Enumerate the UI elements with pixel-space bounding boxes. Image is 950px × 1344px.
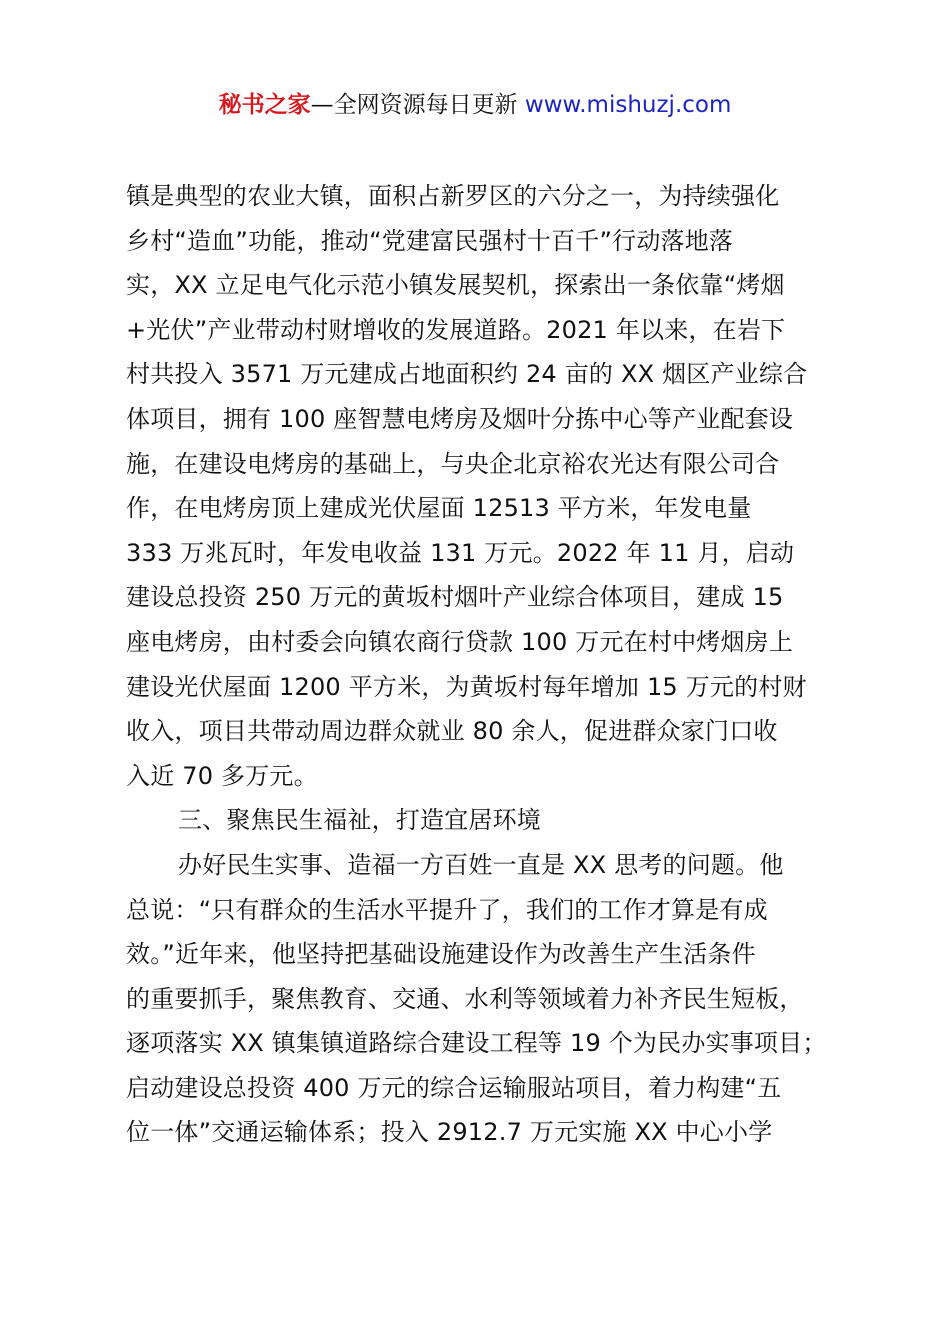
text-line: 的重要抓手，聚焦教育、交通、水利等领域着力补齐民生短板，	[126, 984, 804, 1013]
text-line: 逐项落实 XX 镇集镇道路综合建设工程等 19 个为民办实事项目；	[126, 1029, 827, 1058]
website-link[interactable]: www.mishuzj.com	[524, 92, 732, 118]
text-line: 办好民生实事、造福一方百姓一直是 XX 思考的问题。他	[178, 850, 784, 879]
document-body	[126, 174, 836, 1155]
text-line: 体项目，拥有 100 座智慧电烤房及烟叶分拣中心等产业配套设	[126, 404, 794, 433]
page-header	[0, 88, 950, 122]
text-line: 乡村“造血”功能，推动“党建富民强村十百千”行动落地落	[126, 226, 734, 255]
text-line: 位一体”交通运输体系；投入 2912.7 万元实施 XX 中心小学	[126, 1118, 773, 1147]
text-line: 启动建设总投资 400 万元的综合运输服站项目，着力构建“五	[126, 1073, 782, 1102]
text-line: 座电烤房，由村委会向镇农商行贷款 100 万元在村中烤烟房上	[126, 627, 794, 656]
text-line: 总说：“只有群众的生活水平提升了，我们的工作才算是有成	[126, 895, 768, 924]
text-line: +光伏”产业带动村财增收的发展道路。2021 年以来，在岩下	[126, 315, 786, 344]
text-line: 镇是典型的农业大镇，面积占新罗区的六分之一，为持续强化	[126, 182, 780, 210]
text-line: 作，在电烤房顶上建成光伏屋面 12513 平方米，年发电量	[126, 494, 752, 523]
text-line: 效。”近年来，他坚持把基础设施建设作为改善生产生活条件	[126, 940, 756, 969]
header-tagline: —全网资源每日更新	[310, 92, 518, 118]
text-line: 村共投入 3571 万元建成占地面积约 24 亩的 XX 烟区产业综合	[126, 360, 808, 389]
text-line: 建设总投资 250 万元的黄坂村烟叶产业综合体项目，建成 15	[126, 583, 784, 612]
brand-name: 秘书之家	[218, 92, 311, 118]
text-line: 实，XX 立足电气化示范小镇发展契机，探索出一条依靠“烤烟	[126, 271, 785, 300]
text-line: 333 万兆瓦时，年发电收益 131 万元。2022 年 11 月，启动	[126, 538, 795, 567]
text-line: 入近 70 多万元。	[126, 761, 318, 790]
text-line: 收入，项目共带动周边群众就业 80 余人，促进群众家门口收	[126, 717, 778, 746]
section-heading: 三、聚焦民生福祉，打造宜居环境	[178, 806, 541, 835]
text-line: 建设光伏屋面 1200 平方米，为黄坂村每年增加 15 万元的村财	[126, 672, 807, 701]
text-line: 施，在建设电烤房的基础上，与央企北京裕农光达有限公司合	[126, 449, 780, 478]
